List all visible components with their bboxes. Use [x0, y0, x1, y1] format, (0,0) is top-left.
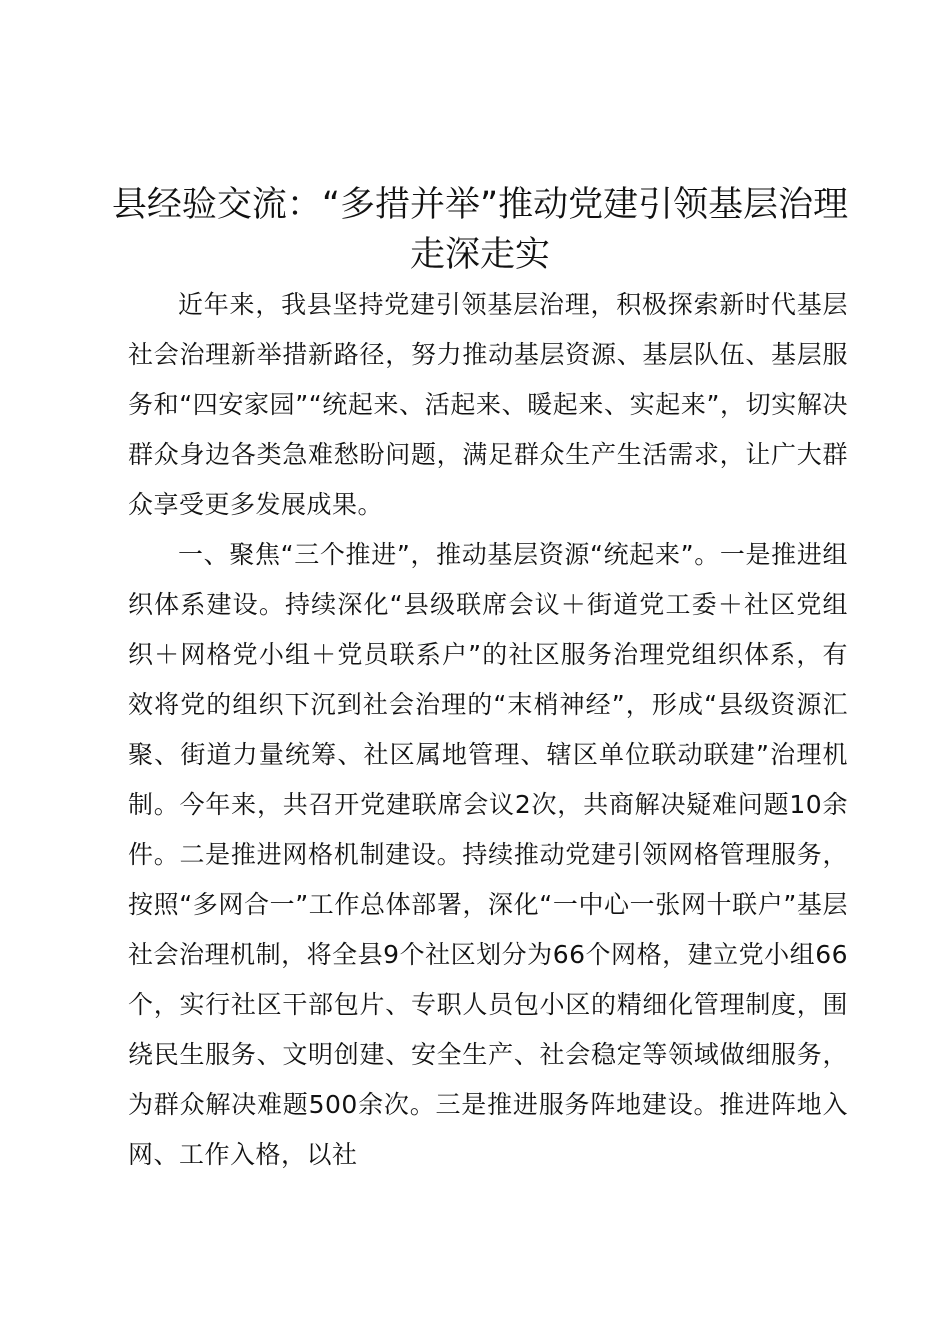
- document-body: [128, 280, 848, 1180]
- paragraph-intro: 近年来，我县坚持党建引领基层治理，积极探索新时代基层社会治理新举措新路径，努力推动基层资源、基层队伍、基层服务和“四安家园”“统起来、活起来、暖起来、实起来”，切实解决群众身边各类急难愁盼问题，满足群众生产生活需求，让广大群众享受更多发展成果。: [128, 290, 848, 519]
- document-title: 县经验交流：“多措并举”推动党建引领基层治理走深走实: [111, 185, 849, 275]
- paragraph-section-one: 一、聚焦“三个推进”，推动基层资源“统起来”。一是推进组织体系建设。持续深化“县级联席会议＋街道党工委＋社区党组织＋网格党小组＋党员联系户”的社区服务治理党组织体系，有效将党的组织下沉到社会治理的“末梢神经”，形成“县级资源汇聚、街道力量统筹、社区属地管理、辖区单位联动联建”治理机制。今年来，共召开党建联席会议2次，共商解决疑难问题10余件。二是推进网格机制建设。持续推动党建引领网格管理服务，按照“多网合一”工作总体部署，深化“一中心一张网十联户”基层社会治理机制，将全县9个社区划分为66个网格，建立党小组66个，实行社区干部包片、专职人员包小区的精细化管理制度，围绕民生服务、文明创建、安全生产、社会稳定等领域做细服务，为群众解决难题500余次。三是推进服务阵地建设。推进阵地入网、工作入格，以社: [128, 540, 848, 1169]
